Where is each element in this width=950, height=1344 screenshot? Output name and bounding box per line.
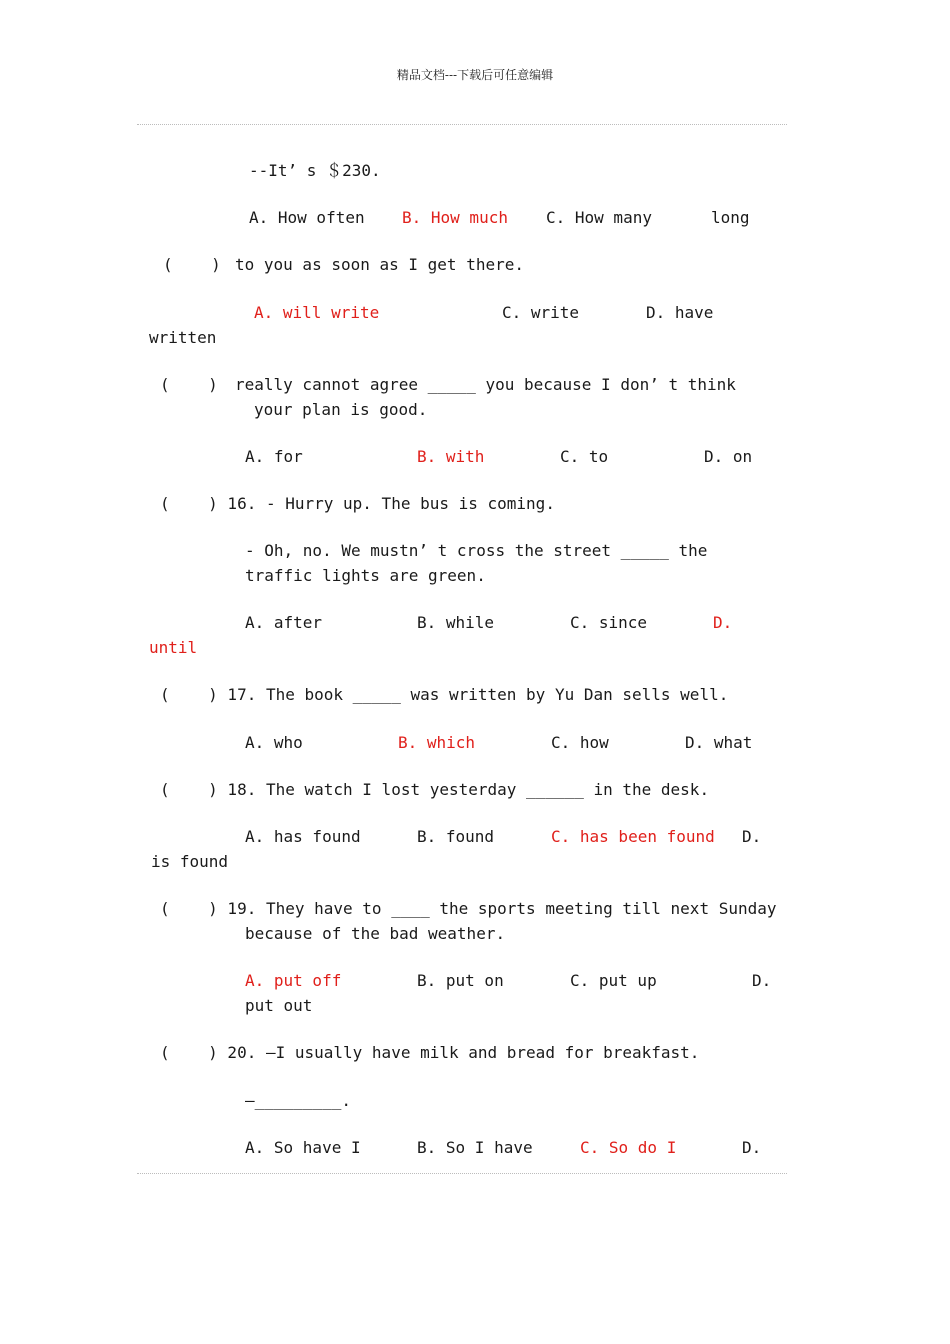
option-d: long bbox=[711, 208, 750, 227]
option-b: B. while bbox=[417, 613, 495, 632]
option-d: D. on bbox=[704, 447, 753, 466]
option-a: A. has found bbox=[245, 827, 361, 846]
correct-option-b: B. How much bbox=[402, 208, 508, 227]
option-b: B. So I have bbox=[417, 1138, 533, 1157]
correct-option-a: A. put off bbox=[245, 971, 342, 990]
option-c: C. since bbox=[570, 613, 648, 632]
page-header: 精品文档---下载后可任意编辑 bbox=[396, 68, 554, 82]
option-c: C. how bbox=[551, 733, 609, 752]
option-b: B. put on bbox=[417, 971, 504, 990]
option-a: A. who bbox=[245, 733, 303, 752]
question-19-continued: because of the bad weather. bbox=[245, 924, 506, 943]
option-d-continued: is found bbox=[151, 852, 229, 871]
option-a: A. after bbox=[245, 613, 323, 632]
correct-option-c: C. has been found bbox=[551, 827, 715, 846]
option-a: A. So have I bbox=[245, 1138, 361, 1157]
option-d: D. bbox=[742, 1138, 762, 1157]
question-text: to you as soon as I get there. bbox=[235, 255, 524, 274]
option-d: D. bbox=[742, 827, 762, 846]
question-17: ( ) 17. The book _____ was written by Yu Dan sells well. bbox=[160, 685, 729, 704]
correct-option-c: C. So do I bbox=[580, 1138, 677, 1157]
option-c: C. write bbox=[502, 303, 580, 322]
option-c: C. to bbox=[560, 447, 609, 466]
footer-divider bbox=[137, 1173, 787, 1174]
header-divider bbox=[137, 124, 787, 125]
answer-line-price: --It’ s ＄230. bbox=[249, 161, 381, 180]
correct-option-b: B. which bbox=[398, 733, 476, 752]
question-20-reply: –_________. bbox=[245, 1091, 351, 1110]
option-d: D. have bbox=[646, 303, 714, 322]
option-b: B. found bbox=[417, 827, 495, 846]
option-a: A. for bbox=[245, 447, 303, 466]
answer-blank: ( ) bbox=[160, 375, 218, 394]
question-text-continued: your plan is good. bbox=[254, 400, 428, 419]
option-d-continued: put out bbox=[245, 996, 313, 1015]
option-c: C. put up bbox=[570, 971, 657, 990]
answer-blank: ( ) bbox=[163, 255, 221, 274]
option-c: C. How many bbox=[546, 208, 652, 227]
option-d: D. what bbox=[685, 733, 753, 752]
correct-option-b: B. with bbox=[417, 447, 485, 466]
question-text: really cannot agree _____ you because I don’ t think bbox=[235, 375, 736, 394]
option-d-continued: written bbox=[149, 328, 217, 347]
question-16: ( ) 16. - Hurry up. The bus is coming. bbox=[160, 494, 555, 513]
correct-option-a: A. will write bbox=[254, 303, 380, 322]
option-d: D. bbox=[752, 971, 772, 990]
question-16-reply-continued: traffic lights are green. bbox=[245, 566, 486, 585]
correct-option-d-continued: until bbox=[149, 638, 198, 657]
question-18: ( ) 18. The watch I lost yesterday ______ in the desk. bbox=[160, 780, 710, 799]
question-20: ( ) 20. –I usually have milk and bread for breakfast. bbox=[160, 1043, 700, 1062]
question-19: ( ) 19. They have to ____ the sports meeting till next Sunday bbox=[160, 899, 777, 918]
question-16-reply: - Oh, no. We mustn’ t cross the street _____ the bbox=[245, 541, 708, 560]
option-a: A. How often bbox=[249, 208, 365, 227]
correct-option-d: D. bbox=[713, 613, 733, 632]
